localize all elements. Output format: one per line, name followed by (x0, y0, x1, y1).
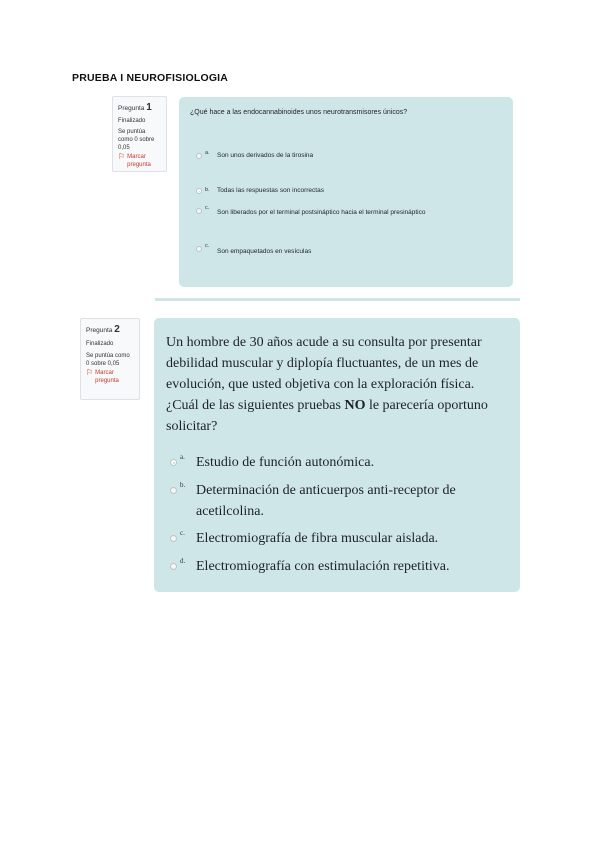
flag-question-link[interactable] (86, 369, 134, 385)
option-label: Son liberados por el terminal postsináptico hacia el terminal presináptico (217, 209, 426, 216)
flag-question-link[interactable] (118, 153, 161, 169)
answer-option-c[interactable] (170, 528, 438, 549)
question-info-1 (112, 96, 167, 172)
option-letter: a. (180, 453, 185, 461)
radio-button[interactable] (170, 487, 177, 494)
question-text: ¿Qué hace a las endocannabinoides unos neurotransmisores únicos? (190, 109, 408, 116)
flag-label: Marcar pregunta (127, 153, 151, 168)
question-number (86, 323, 134, 337)
option-label: Electromiografía de fibra muscular aislada. (196, 531, 439, 546)
option-label: Todas las respuestas son incorrectas (217, 187, 324, 194)
answer-option-a[interactable] (196, 152, 313, 159)
option-letter: c. (205, 205, 210, 211)
question-info-2 (80, 318, 140, 400)
question-text-emphasis: NO (344, 398, 366, 413)
answer-option-c[interactable] (196, 207, 425, 216)
question-number-value: 1 (146, 102, 152, 113)
question-label: Pregunta (86, 327, 113, 334)
question-number (118, 101, 161, 115)
option-letter: d. (180, 557, 186, 565)
option-letter: c. (180, 529, 185, 537)
radio-button-selected[interactable] (170, 459, 177, 466)
question-text-part: Un hombre de 30 años acude a su consulta por presentar debilidad muscular y diplopía fluctuantes, de un mes de evolución, que usted objetiva con la exploración física. ¿Cuál de las siguientes pruebas (166, 335, 482, 413)
question-state: Finalizado (118, 117, 146, 124)
option-label: Electromiografía con estimulación repetitiva. (196, 559, 450, 574)
question-label: Pregunta (118, 105, 145, 112)
radio-button[interactable] (170, 535, 177, 542)
option-letter: b. (180, 481, 186, 489)
flag-icon: ⚐ (86, 367, 94, 377)
flag-icon: ⚐ (118, 151, 126, 161)
answer-option-d[interactable] (196, 245, 311, 255)
option-label: Determinación de anticuerpos anti-receptor de acetilcolina. (196, 483, 456, 519)
option-label: Son empaquetados en vesículas (217, 248, 312, 255)
radio-button[interactable] (170, 563, 177, 570)
answer-option-d[interactable] (170, 556, 449, 577)
question-state: Finalizado (86, 340, 114, 347)
question-grade: Se puntúa como 0 sobre 0,05 (118, 128, 155, 151)
option-letter: b. (205, 187, 210, 193)
section-divider (155, 298, 520, 301)
option-label: Son unos derivados de la tirosina (217, 152, 314, 159)
answer-option-b[interactable] (170, 480, 470, 522)
option-letter: a. (205, 150, 210, 156)
option-letter: c. (205, 243, 210, 249)
question-number-value: 2 (114, 324, 120, 335)
answer-option-b[interactable] (196, 187, 324, 194)
answer-option-a[interactable] (170, 452, 374, 473)
flag-label: Marcar pregunta (95, 369, 119, 384)
question-grade: Se puntúa como 0 sobre 0,05 (86, 352, 130, 367)
question-text-part: le parecería oportuno solicitar? (166, 398, 488, 434)
document-title: PRUEBA I NEUROFISIOLOGIA (72, 72, 229, 84)
question-text (166, 332, 506, 437)
option-label: Estudio de función autonómica. (196, 455, 375, 470)
